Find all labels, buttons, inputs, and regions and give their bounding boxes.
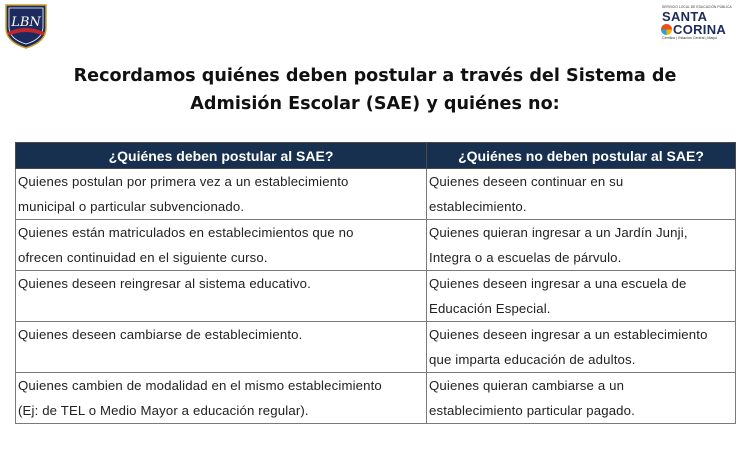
santa-corina-line1: SANTA xyxy=(662,9,708,24)
heading-line-1: Recordamos quiénes deben postular a través del Sistema de xyxy=(73,66,677,86)
cell-line: Quienes cambien de modalidad en el mismo establecimiento xyxy=(18,378,382,393)
cell-line: Quienes quieran ingresar a un Jardín Junji, xyxy=(429,225,688,240)
table-cell-left xyxy=(16,169,427,220)
table-cell-left xyxy=(16,271,427,322)
sae-table xyxy=(15,142,736,424)
table-row xyxy=(16,322,736,373)
header-must-apply: ¿Quiénes deben postular al SAE? xyxy=(16,143,427,169)
table-cell-right xyxy=(427,322,736,373)
cell-line: Quienes postulan por primera vez a un establecimiento xyxy=(18,174,349,189)
table-row xyxy=(16,169,736,220)
heading-line-2: Admisión Escolar (SAE) y quiénes no: xyxy=(190,94,560,114)
school-crest-logo xyxy=(4,2,48,50)
santa-corina-subtitle: Cerrillos | Estación Central | Maipú xyxy=(662,36,718,40)
table-cell-right xyxy=(427,373,736,424)
cell-line: Integra o a escuelas de párvulo. xyxy=(429,249,622,265)
cell-line: Quienes quieran cambiarse a un xyxy=(429,378,625,393)
cell-line: (Ej: de TEL o Medio Mayor a educación regular). xyxy=(18,402,309,418)
table-cell-right xyxy=(427,271,736,322)
page-heading xyxy=(0,62,750,118)
santa-corina-top-text: SERVICIO LOCAL DE EDUCACIÓN PÚBLICA xyxy=(662,5,732,9)
cell-line: Quienes deseen reingresar al sistema educativo. xyxy=(18,276,311,291)
cell-line: Quienes están matriculados en establecimientos que no xyxy=(18,225,354,240)
cell-line: establecimiento particular pagado. xyxy=(429,402,635,418)
cell-line: Educación Especial. xyxy=(429,300,551,316)
santa-corina-logo xyxy=(662,5,748,49)
cell-line: Quienes deseen ingresar a una escuela de xyxy=(429,276,687,291)
santa-corina-mark-icon xyxy=(661,24,672,35)
table-cell-right xyxy=(427,169,736,220)
cell-line: Quienes deseen cambiarse de establecimiento. xyxy=(18,327,303,342)
table-header-row xyxy=(16,143,736,169)
cell-line: que imparta educación de adultos. xyxy=(429,351,636,367)
table-cell-right xyxy=(427,220,736,271)
santa-corina-line2-wrap xyxy=(662,23,748,36)
header-must-not-apply: ¿Quiénes no deben postular al SAE? xyxy=(427,143,736,169)
cell-line: Quienes deseen ingresar a un establecimiento xyxy=(429,327,708,342)
cell-line: municipal o particular subvencionado. xyxy=(18,198,245,214)
cell-line: Quienes deseen continuar en su xyxy=(429,174,624,189)
santa-corina-line2: CORINA xyxy=(673,22,727,37)
school-crest-icon xyxy=(4,2,48,50)
table-row xyxy=(16,373,736,424)
table-row xyxy=(16,271,736,322)
crest-monogram: LBN xyxy=(11,15,41,30)
table-row xyxy=(16,220,736,271)
table-cell-left xyxy=(16,373,427,424)
table-cell-left xyxy=(16,322,427,373)
cell-line: establecimiento. xyxy=(429,198,527,214)
cell-line: ofrecen continuidad en el siguiente curso. xyxy=(18,249,268,265)
table-cell-left xyxy=(16,220,427,271)
